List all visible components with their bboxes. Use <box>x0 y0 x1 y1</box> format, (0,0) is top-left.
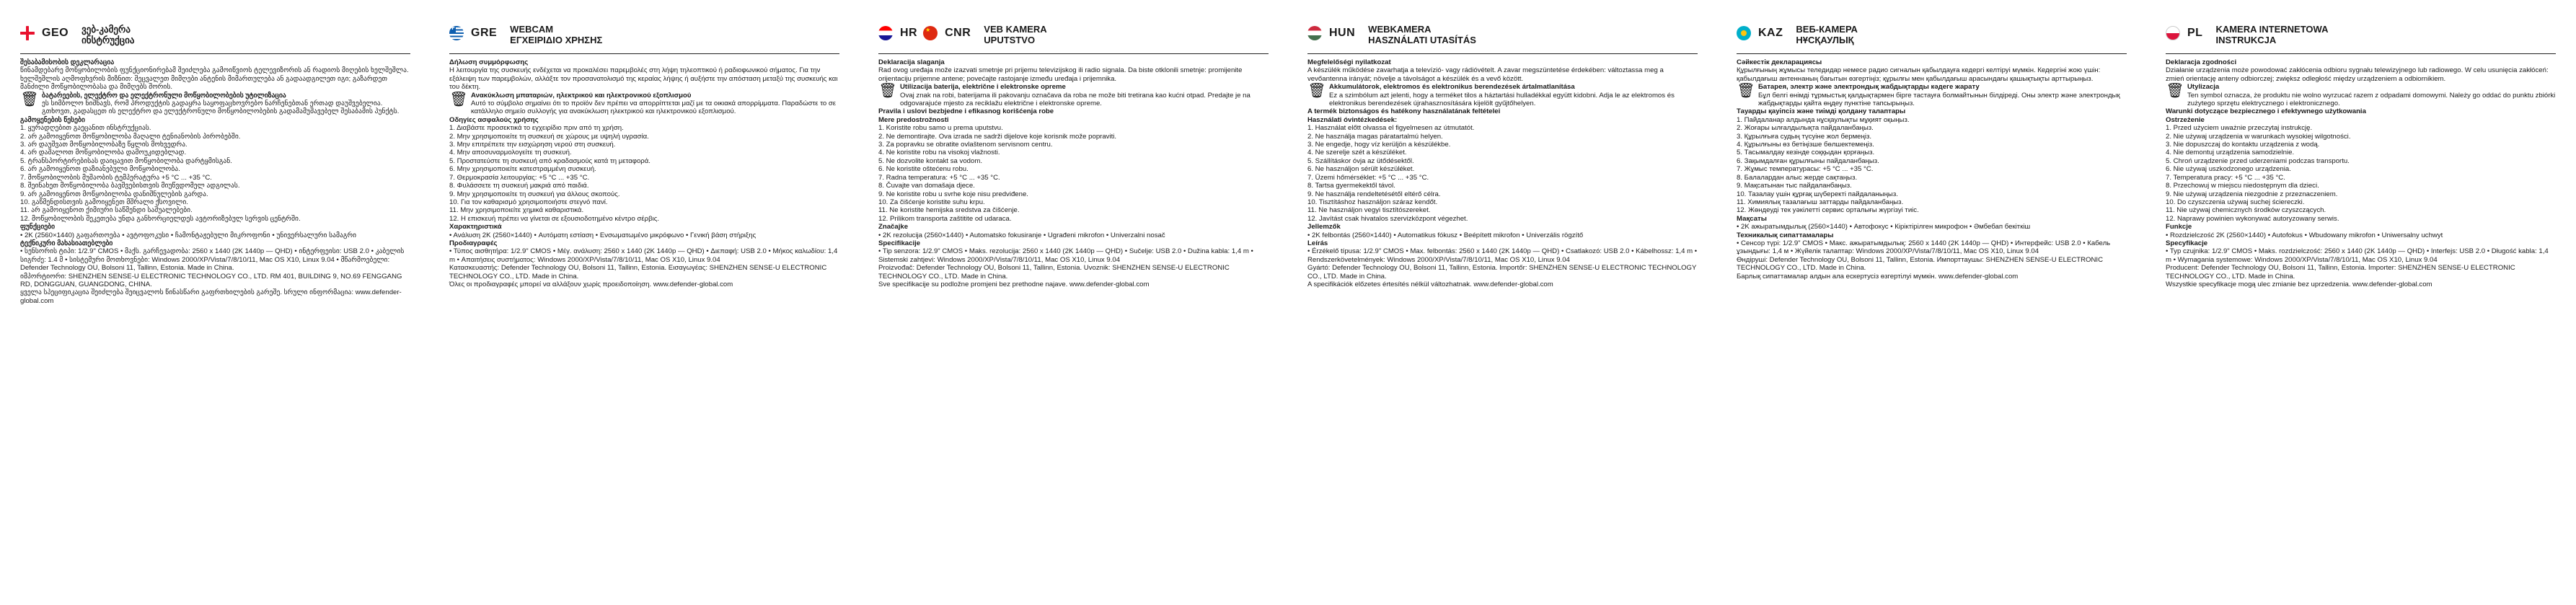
title-line-1: ვებ-კამერა <box>81 24 131 35</box>
recycling-text <box>1758 83 2127 107</box>
list-item: 11. Химиялық тазалағыш заттарды пайдаланбаңыз. <box>1737 198 1904 206</box>
language-code: HUN <box>1329 27 1356 39</box>
paragraph: Κατασκευαστής: Defender Technology OU, Bolsoni 11, Tallinn, Estonia. Εισαγωγέας: SHENZHEN SENSE-U ELECTRONIC TECHNOLOGY CO., LTD. Made in China. <box>449 264 827 281</box>
language-code: HR <box>900 27 918 39</box>
paragraph: A specifikációk előzetes értesítés nélkül változhatnak. www.defender-global.com <box>1307 280 1553 288</box>
list-item: 5. Тасымалдау кезінде соққыдан қорғаңыз. <box>1737 149 1875 157</box>
section-heading: Сәйкестік декларациясы <box>1737 58 1822 66</box>
list-item: 1. Használat előtt olvassa el figyelmesen az útmutatót. <box>1307 124 1475 133</box>
list-item: 10. Za čišćenje koristite suhu krpu. <box>878 198 985 206</box>
section-heading: Ανακύκλωση μπαταριών, ηλεκτρικού και ηλεκτρονικού εξοπλισμού <box>471 91 692 100</box>
list-item: 9. Ne koristite robu u svrhe koje nisu predviđene. <box>878 190 1028 198</box>
title-line-1: WEBCAM <box>510 24 554 35</box>
column-kaz <box>1716 0 2145 605</box>
title-line-1: VEB KAMERA <box>984 24 1047 35</box>
paragraph: • 2K ажыратымдылық (2560×1440) • Автофокус • Кіріктірілген микрофон • Әмбебап бекіткіш <box>1737 223 2031 231</box>
section-heading: Specyfikacje <box>2166 239 2208 247</box>
list-item: 4. Ne szerelje szét a készüléket. <box>1307 149 1407 157</box>
paragraph: Барлық сипаттамалар алдын ала ескертусіз өзгертілуі мүмкін. www.defender-global.com <box>1737 272 2019 281</box>
list-item: 8. Tartsa gyermekektől távol. <box>1307 182 1395 190</box>
column-title <box>1368 24 1476 45</box>
section-heading: Jellemzők <box>1307 223 1341 231</box>
list-item: 6. Nie używaj uszkodzonego urządzenia. <box>2166 165 2291 174</box>
column-title <box>984 24 1046 45</box>
section-heading: Батарея, электр және электрондық жабдықтарды кәдеге жарату <box>1758 83 1980 92</box>
recycling-notice <box>878 83 1269 107</box>
list-item: 12. Η επισκευή πρέπει να γίνεται σε εξουσιοδοτημένο κέντρο σέρβις. <box>449 214 660 223</box>
column-body <box>449 58 839 288</box>
recycling-notice <box>20 92 410 116</box>
title-line-1: WEBKAMERA <box>1368 24 1432 35</box>
kazakhstan-flag-icon <box>1737 26 1751 40</box>
list-item: 7. Radna temperatura: +5 °C ... +35 °C. <box>878 173 1000 182</box>
section-heading: Használati óvintézkedések: <box>1307 115 1398 124</box>
paragraph: Działanie urządzenia może powodować zakłócenia odbioru sygnału telewizyjnego lub radiowego. W celu usunięcia zakłóceń: zmień orientację anteny odbiorczej; zwiększ odległość między urządzeniem a odbiornikiem. <box>2166 66 2549 83</box>
recycling-notice <box>1737 83 2127 107</box>
list-item: 1. Koristite robu samo u prema uputstvu. <box>878 124 1003 133</box>
recycling-text <box>42 92 410 116</box>
title-line-2: ΕΓΧΕΙΡΙΔΙΟ ΧΡΗΣΗΣ <box>510 35 603 45</box>
list-item: 7. მოწყობილობის მუშაობის ტემპერატურა +5 °C ... +35 °C. <box>20 173 212 182</box>
list-item: 9. არ გამოიყენოთ მოწყობილობა დანიშნულების გარდა. <box>20 190 208 198</box>
paragraph: Sve specifikacije su podložne promjeni bez prethodne najave. www.defender-global.com <box>878 280 1150 288</box>
section-heading: Značajke <box>878 223 909 231</box>
recycling-text <box>1329 83 1698 107</box>
crossed-bin-icon: 🗑 <box>449 91 468 107</box>
list-item: 12. Prilikom transporta zaštitite od udaraca. <box>878 214 1012 223</box>
list-item: 4. Құрылғыны өз бетіңізше бөлшектемеңіз. <box>1737 141 1874 149</box>
section-heading: Χαρακτηριστικά <box>449 223 502 231</box>
section-heading: Megfelelőségi nyilatkozat <box>1307 58 1391 66</box>
crossed-bin-icon: 🗑 <box>20 91 39 107</box>
list-item: 8. Φυλάσσετε τη συσκευή μακριά από παιδιά. <box>449 182 589 190</box>
paragraph: • Tip senzora: 1/2.9" CMOS • Maks. rezolucija: 2560 x 1440 (2K 1440p — QHD) • Sučelje: USB 2.0 • Dužina kabla: 1,4 m • Sistemski zahtjevi: Windows 2000/XP/Vista/7/8/10/11, Mac OS X10, Linux 9.04 <box>878 247 1253 264</box>
list-item: 10. Do czyszczenia używaj suchej ściereczki. <box>2166 198 2305 206</box>
list-item: 7. Temperatura pracy: +5 °C ... +35 °C. <box>2166 173 2285 182</box>
column-header <box>1307 22 1698 54</box>
title-line-2: UPUTSTVO <box>984 35 1036 45</box>
column-hun <box>1287 0 1716 605</box>
list-item: 11. არ გამოიყენოთ ქიმიური საწმენდი საშუალებები. <box>20 206 193 215</box>
list-item: 8. შეინახეთ მოწყობილობა ბავშვებისთვის მიუწვდომელ ადგილას. <box>20 182 240 190</box>
paragraph: • Rozdzielczość 2K (2560×1440) • Autofokus • Wbudowany mikrofon • Uniwersalny uchwyt <box>2166 231 2443 239</box>
section-heading: ბატარეების, ელექტრო და ელექტრონული მოწყობილობების უტილიზაცია <box>42 91 286 100</box>
language-code: GRE <box>471 27 498 39</box>
list-item: 2. Ne demontirajte. Ova izrada ne sadrži dijelove koje korisnik može popraviti. <box>878 132 1117 141</box>
georgia-flag-icon <box>20 26 35 40</box>
paragraph: Ovaj znak na robi, baterijama ili pakovanju označava da roba ne može biti tretirana kao kućni otpad. Predajte je na odgovarajuće mjesto za reciklažu električne i elektronske opreme. <box>900 91 1250 108</box>
list-item: 10. გაწმენდისთვის გამოიყენეთ მშრალი ქსოვილი. <box>20 198 188 206</box>
list-item: 11. Ne koristite hemijska sredstva za čišćenje. <box>878 206 1020 215</box>
list-item: 5. Προστατεύστε τη συσκευή από κραδασμούς κατά τη μεταφορά. <box>449 156 650 165</box>
list-item: 1. ყურადღებით გაეცანით ინსტრუქციას. <box>20 124 151 133</box>
list-item: 3. Nie dopuszczaj do kontaktu urządzenia z wodą. <box>2166 141 2320 149</box>
section-heading: Προδιαγραφές <box>449 239 498 247</box>
list-item: 9. Ne használja rendeltetésétől eltérő célra. <box>1307 190 1441 198</box>
column-header <box>1737 22 2127 54</box>
recycling-notice <box>2166 83 2556 107</box>
title-line-2: ინსტრუქცია <box>81 35 135 45</box>
list-item: 9. Μην χρησιμοποιείτε τη συσκευή για άλλους σκοπούς. <box>449 190 620 198</box>
paragraph: Ez a szimbólum azt jelenti, hogy a terméket tilos a háztartási hulladékkal együtt kidobni. Adja le az elektromos és elektronikus berendezések újrahasznosítására kijelölt gyűjtőhelyen. <box>1329 91 1675 108</box>
list-item: 6. Ne használjon sérült készüléket. <box>1307 165 1415 174</box>
crossed-bin-icon: 🗑 <box>1737 83 1755 100</box>
list-item: 5. ტრანსპორტირებისას დაიცავით მოწყობილობა დარტყმისგან. <box>20 156 232 165</box>
paragraph: • 2K felbontás (2560×1440) • Automatikus fókusz • Beépített mikrofon • Univerzális rögzítő <box>1307 231 1584 239</box>
column-title <box>81 24 134 45</box>
paragraph: Wszystkie specyfikacje mogą ulec zmianie bez uprzedzenia. www.defender-global.com <box>2166 280 2432 288</box>
paragraph: Η λειτουργία της συσκευής ενδέχεται να προκαλέσει παρεμβολές στη λήψη τηλεοπτικού ή ραδιοφωνικού σήματος. Για την εξάλειψη των παρεμβολών, αλλάξτε τον προσανατολισμό της κεραίας λήψης ή αυξήστε την απόσταση μεταξύ της συσκευής και του δέκτη. <box>449 66 838 92</box>
list-item: 5. Ne dozvolite kontakt sa vodom. <box>878 156 982 165</box>
section-heading: Deklaracija slaganja <box>878 58 945 66</box>
list-item: 12. Javítást csak hivatalos szervizközpont végezhet. <box>1307 214 1468 223</box>
column-pl <box>2145 0 2575 605</box>
list-item: 3. Μην επιτρέπετε την εισχώρηση νερού στη συσκευή. <box>449 141 616 149</box>
title-line-2: НҰСҚАУЛЫҚ <box>1796 35 1854 45</box>
paragraph: • სენსორის ტიპი: 1/2.9" CMOS • მაქს. გარჩევადობა: 2560 x 1440 (2K 1440p — QHD) • ინტერფეისი: USB 2.0 • კაბელის სიგრძე: 1.4 მ • სისტემური მოთხოვნები: Windows 2000/XP/Vista/7/8/10/11, Mac OS X10, Linux 9.04 • მწარმოებელი: Defender Technology OU, Bolsoni 11, Tallinn, Estonia. Made in China. <box>20 247 405 273</box>
hungary-flag-icon <box>1307 26 1322 40</box>
list-item: 1. Przed użyciem uważnie przeczytaj instrukcję. <box>2166 124 2313 133</box>
paragraph: ეს სიმბოლო ნიშნავს, რომ პროდუქტის გადაყრა საყოფაცხოვრებო ნარჩენებთან ერთად დაუშვებელია. გთხოვთ, გადასცეთ ის ელექტრო და ელექტრონული მოწყობილობების გადამამუშავებელ შესაბამის პუნქტს. <box>42 100 400 116</box>
list-item: 3. არ დაუშვათ მოწყობილობაზე წყლის მოხვედრა. <box>20 141 188 149</box>
language-code: KAZ <box>1758 27 1783 39</box>
language-code-2: CNR <box>945 27 971 39</box>
section-heading: Мақсаты <box>1737 214 1767 223</box>
montenegro-flag-icon <box>923 26 938 40</box>
recycling-text <box>900 83 1269 107</box>
list-item: 11. Nie używaj chemicznych środków czyszczących. <box>2166 206 2326 215</box>
list-item: 9. Nie używaj urządzenia niezgodnie z przeznaczeniem. <box>2166 190 2338 198</box>
list-item: 2. არ გამოიყენოთ მოწყობილობა მაღალი ტენიანობის პირობებში. <box>20 132 241 141</box>
paragraph: A készülék működése zavarhatja a televízió- vagy rádióvételt. A zavar megszüntetése érdekében: változtassa meg a vevőantenna irányát; növelje a távolságot a készülék és a vevő között. <box>1307 66 1664 83</box>
paragraph: Құрылғының жұмысы теледидар немесе радио сигналын қабылдауға кедергі келтіруі мүмкін. Кедергіні жою үшін: қабылдағыш антеннаның бағытын өзгертіңіз; құрылғы мен қабылдағыш арасындағы қашықтықты арттырыңыз. <box>1737 66 2101 83</box>
column-header <box>2166 22 2556 54</box>
paragraph: • Typ czujnika: 1/2.9" CMOS • Maks. rozdzielczość: 2560 x 1440 (2K 1440p — QHD) • Interfejs: USB 2.0 • Długość kabla: 1,4 m • Wymagania systemowe: Windows 2000/XP/Vista/7/8/10/11, Mac OS X10, Linux 9.04 <box>2166 247 2549 264</box>
list-item: 2. Μην χρησιμοποιείτε τη συσκευή σε χώρους με υψηλή υγρασία. <box>449 132 649 141</box>
list-item: 6. Зақымдалған құрылғыны пайдаланбаңыз. <box>1737 156 1879 165</box>
list-item: 6. Ne koristite oštećenu robu. <box>878 165 969 174</box>
paragraph: Gyártó: Defender Technology OU, Bolsoni 11, Tallinn, Estonia. Importőr: SHENZHEN SENSE-U ELECTRONIC TECHNOLOGY CO., LTD. Made in China. <box>1307 264 1697 281</box>
paragraph: • Τύπος αισθητήρα: 1/2.9" CMOS • Μέγ. ανάλυση: 2560 x 1440 (2K 1440p — QHD) • Διεπαφή: USB 2.0 • Μήκος καλωδίου: 1,4 m • Απαιτήσεις συστήματος: Windows 2000/XP/Vista/7/8/10/11, Mac OS X10, Linux 9.04 <box>449 247 838 264</box>
list-item: 5. Szállításkor óvja az ütődésektől. <box>1307 156 1414 165</box>
list-item: 8. Przechowuj w miejscu niedostępnym dla dzieci. <box>2166 182 2319 190</box>
title-line-1: KAMERA INTERNETOWA <box>2215 24 2329 35</box>
column-header <box>449 22 839 54</box>
section-heading: ტექნიკური მახასიათებლები <box>20 239 113 247</box>
section-heading: A termék biztonságos és hatékony használatának feltételei <box>1307 107 1501 116</box>
list-item: 8. Čuvajte van domašaja djece. <box>878 182 975 190</box>
section-heading: Leírás <box>1307 239 1328 247</box>
paragraph: Өндіруші: Defender Technology OU, Bolsoni 11, Tallinn, Estonia. Импорттаушы: SHENZHEN SENSE-U ELECTRONIC TECHNOLOGY CO., LTD. Made in China. <box>1737 255 2104 273</box>
recycling-notice <box>449 92 839 116</box>
list-item: 10. Tisztításhoz használjon száraz kendőt. <box>1307 198 1438 206</box>
section-heading: Техникалық сипаттамалары <box>1737 231 1834 239</box>
paragraph: Rad ovog uređaja može izazvati smetnje pri prijemu televizijskog ili radio signala. Da biste otklonili smetnje: promijenite orijentaciju prijemne antene; povećajte rastojanje između uređaja i prijemnika. <box>878 66 1243 83</box>
section-heading: ფუნქციები <box>20 223 56 231</box>
paragraph: წინამდებარე მოწყობილობის ფუნქციონირებამ შეიძლება გამოიწვიოს ტელევიზორის ან რადიოს მიღების ხელშეშლა. ხელშეშლის აღმოფხვრის მიზნით: შეცვალეთ მიმღები ანტენის მიმართულება ან გადაადგილეთ იგი; გაზარდეთ მანძილი მოწყობილობასა და მიმღებს შორის. <box>20 66 409 92</box>
column-body <box>20 58 410 305</box>
section-heading: Utylizacja <box>2187 83 2220 92</box>
list-item: 2. Nie używaj urządzenia w warunkach wysokiej wilgotności. <box>2166 132 2351 141</box>
paragraph: ყველა სპეციფიკაცია შეიძლება შეიცვალოს წინასწარი გაფრთხილების გარეშე. სრული ინფორმაცია: www.defender-global.com <box>20 288 402 305</box>
crossed-bin-icon: 🗑 <box>1307 83 1326 100</box>
column-title <box>510 24 602 45</box>
list-item: 8. Балалардан алыс жерде сақтаңыз. <box>1737 173 1858 182</box>
section-heading: შესაბამისობის დეკლარაცია <box>20 58 115 66</box>
section-heading: Akkumulátorok, elektromos és elektronikus berendezések ártalmatlanítása <box>1329 83 1575 92</box>
list-item: 10. Тазалау үшін құрғақ шүберекті пайдаланыңыз. <box>1737 190 1898 198</box>
list-item: 7. Θερμοκρασία λειτουργίας: +5 °C ... +35 °C. <box>449 173 590 182</box>
paragraph: Όλες οι προδιαγραφές μπορεί να αλλάξουν χωρίς προειδοποίηση. www.defender-global.com <box>449 280 733 288</box>
language-code: GEO <box>42 27 69 39</box>
column-body <box>2166 58 2556 288</box>
column-body <box>878 58 1269 288</box>
section-heading: Тауарды қауіпсіз және тиімді қолдану талаптары <box>1737 107 1906 116</box>
list-item: 2. Ne használja magas páratartalmú helyen. <box>1307 132 1443 141</box>
list-item: 11. Ne használjon vegyi tisztítószereket. <box>1307 206 1431 215</box>
list-item: 7. Üzemi hőmérséklet: +5 °C ... +35 °C. <box>1307 173 1429 182</box>
section-heading: Deklaracja zgodności <box>2166 58 2237 66</box>
list-item: 5. Chroń urządzenie przed uderzeniami podczas transportu. <box>2166 156 2350 165</box>
section-heading: Pravila i uslovi bezbjedne i efikasnog korišćenja robe <box>878 107 1054 116</box>
paragraph: • Ανάλυση 2K (2560×1440) • Αυτόματη εστίαση • Ενσωματωμένο μικρόφωνο • Γενική βάση στήριξης <box>449 231 757 239</box>
poland-flag-icon <box>2166 26 2180 40</box>
paragraph: • Érzékelő típusa: 1/2.9" CMOS • Max. felbontás: 2560 x 1440 (2K 1440p — QHD) • Csatlakozó: USB 2.0 • Kábelhossz: 1,4 m • Rendszerkövetelmények: Windows 2000/XP/Vista/7/8/10/11, Mac OS X10, Linux 9.04 <box>1307 247 1698 264</box>
crossed-bin-icon: 🗑 <box>878 83 897 100</box>
croatia-flag-icon <box>878 26 893 40</box>
section-heading: Ostrzeżenie <box>2166 115 2205 124</box>
greece-flag-icon <box>449 26 464 40</box>
list-item: 1. Διαβάστε προσεκτικά το εγχειρίδιο πριν από τη χρήση. <box>449 124 624 133</box>
list-item: 12. მოწყობილობის შეკეთება უნდა განხორციელდეს ავტორიზებულ სერვის ცენტრში. <box>20 214 301 223</box>
paragraph: Proizvođač: Defender Technology OU, Bolsoni 11, Tallinn, Estonia. Uvoznik: SHENZHEN SENSE-U ELECTRONIC TECHNOLOGY CO., LTD. Made in China. <box>878 264 1230 281</box>
list-item: 9. Мақсатынан тыс пайдаланбаңыз. <box>1737 182 1852 190</box>
paragraph: Αυτό το σύμβολο σημαίνει ότι το προϊόν δεν πρέπει να απορρίπτεται μαζί με τα οικιακά απορρίμματα. Παραδώστε το σε κατάλληλο σημείο συλλογής για ανακύκλωση ηλεκτρικού και ηλεκτρονικού εξοπλισμού. <box>471 100 837 116</box>
section-heading: Δήλωση συμμόρφωσης <box>449 58 529 66</box>
paragraph: იმპორტიორი: SHENZHEN SENSE-U ELECTRONIC TECHNOLOGY CO., LTD. RM 401, BUILDING 9, NO.69 FENGGANG RD, DONGGUAN, GUANGDONG, CHINA. <box>20 272 402 288</box>
column-title <box>1796 24 1857 45</box>
title-line-2: INSTRUKCJA <box>2215 35 2277 45</box>
crossed-bin-icon: 🗑 <box>2166 83 2184 100</box>
column-gre <box>429 0 858 605</box>
section-heading: Warunki dotyczące bezpiecznego i efektywnego użytkowania <box>2166 107 2366 116</box>
recycling-text <box>471 92 839 116</box>
list-item: 10. Για τον καθαρισμό χρησιμοποιήστε στεγνό πανί. <box>449 198 608 206</box>
list-item: 6. არ გამოიყენოთ დაზიანებული მოწყობილობა. <box>20 165 180 174</box>
column-geo <box>0 0 429 605</box>
paragraph: • 2K (2560×1440) გაფართოება • ავტოფოკუსი • ჩამონტაჟებული მიკროფონი • უნივერსალური სამაგრი <box>20 231 357 239</box>
section-heading: Specifikacije <box>878 239 921 247</box>
column-body <box>1737 58 2127 281</box>
paragraph: Producent: Defender Technology OU, Bolsoni 11, Tallinn, Estonia. Importer: SHENZHEN SENSE-U ELECTRONIC TECHNOLOGY CO., LTD. Made in China. <box>2166 264 2515 281</box>
title-line-2: HASZNÁLATI UTASÍTÁS <box>1368 35 1476 45</box>
list-item: 4. არ დაშალოთ მოწყობილობა დამოუკიდებლად. <box>20 149 187 157</box>
column-header <box>20 22 410 54</box>
list-item: 12. Naprawy powinien wykonywać autoryzowany serwis. <box>2166 214 2339 223</box>
paragraph: Ten symbol oznacza, że produktu nie wolno wyrzucać razem z odpadami domowymi. Należy go oddać do punktu zbiórki zużytego sprzętu elektrycznego i elektronicznego. <box>2187 91 2556 108</box>
list-item: 3. Ne engedje, hogy víz kerüljön a készülékbe. <box>1307 141 1451 149</box>
list-item: 4. Μην αποσυναρμολογείτε τη συσκευή. <box>449 149 572 157</box>
paragraph: • 2K rezolucija (2560×1440) • Automatsko fokusiranje • Ugrađeni mikrofon • Univerzalni nosač <box>878 231 1165 239</box>
section-heading: Utilizacija baterija, električne i elektronske opreme <box>900 83 1066 92</box>
list-item: 1. Пайдаланар алдында нұсқаулықты мұқият оқыңыз. <box>1737 115 1910 124</box>
column-hr-cnr <box>858 0 1287 605</box>
list-item: 11. Μην χρησιμοποιείτε χημικά καθαριστικά. <box>449 206 584 215</box>
list-item: 6. Μην χρησιμοποιείτε κατεστραμμένη συσκευή. <box>449 165 596 174</box>
column-title <box>2215 24 2328 45</box>
column-header <box>878 22 1269 54</box>
column-body <box>1307 58 1698 288</box>
recycling-text <box>2187 83 2556 107</box>
section-heading: Funkcje <box>2166 223 2192 231</box>
section-heading: Οδηγίες ασφαλούς χρήσης <box>449 115 539 124</box>
list-item: 4. Nie demontuj urządzenia samodzielnie. <box>2166 149 2295 157</box>
language-code: PL <box>2187 27 2203 39</box>
list-item: 3. Құрылғыға судың түсуіне жол бермеңіз. <box>1737 132 1872 141</box>
section-heading: გამოყენების წესები <box>20 115 85 124</box>
title-line-1: ВЕБ-КАМЕРА <box>1796 24 1858 35</box>
list-item: 2. Жоғары ылғалдылықта пайдаланбаңыз. <box>1737 124 1874 133</box>
list-item: 12. Жөндеуді тек уәкілетті сервис орталығы жүргізуі тиіс. <box>1737 206 1919 215</box>
paragraph: Бұл белгі өнімді тұрмыстық қалдықтармен бірге тастауға болмайтынын білдіреді. Оны электр және электрондық жабдықтарды қайта өңдеу пунктіне тапсырыңыз. <box>1758 91 2120 108</box>
section-heading: Mere predostrožnosti <box>878 115 949 124</box>
recycling-notice <box>1307 83 1698 107</box>
list-item: 7. Жұмыс температурасы: +5 °C ... +35 °C. <box>1737 165 1874 174</box>
list-item: 3. Za popravku se obratite ovlaštenom servisnom centru. <box>878 141 1053 149</box>
list-item: 4. Ne koristite robu na visokoj vlažnosti. <box>878 149 1000 157</box>
paragraph: • Сенсор түрі: 1/2.9" CMOS • Макс. ажыратымдылық: 2560 x 1440 (2K 1440p — QHD) • Интерфейс: USB 2.0 • Кабель ұзындығы: 1,4 м • Жүйелік талаптар: Windows 2000/XP/Vista/7/8/10/11, Mac OS X10, Linux 9.04 <box>1737 239 2111 256</box>
